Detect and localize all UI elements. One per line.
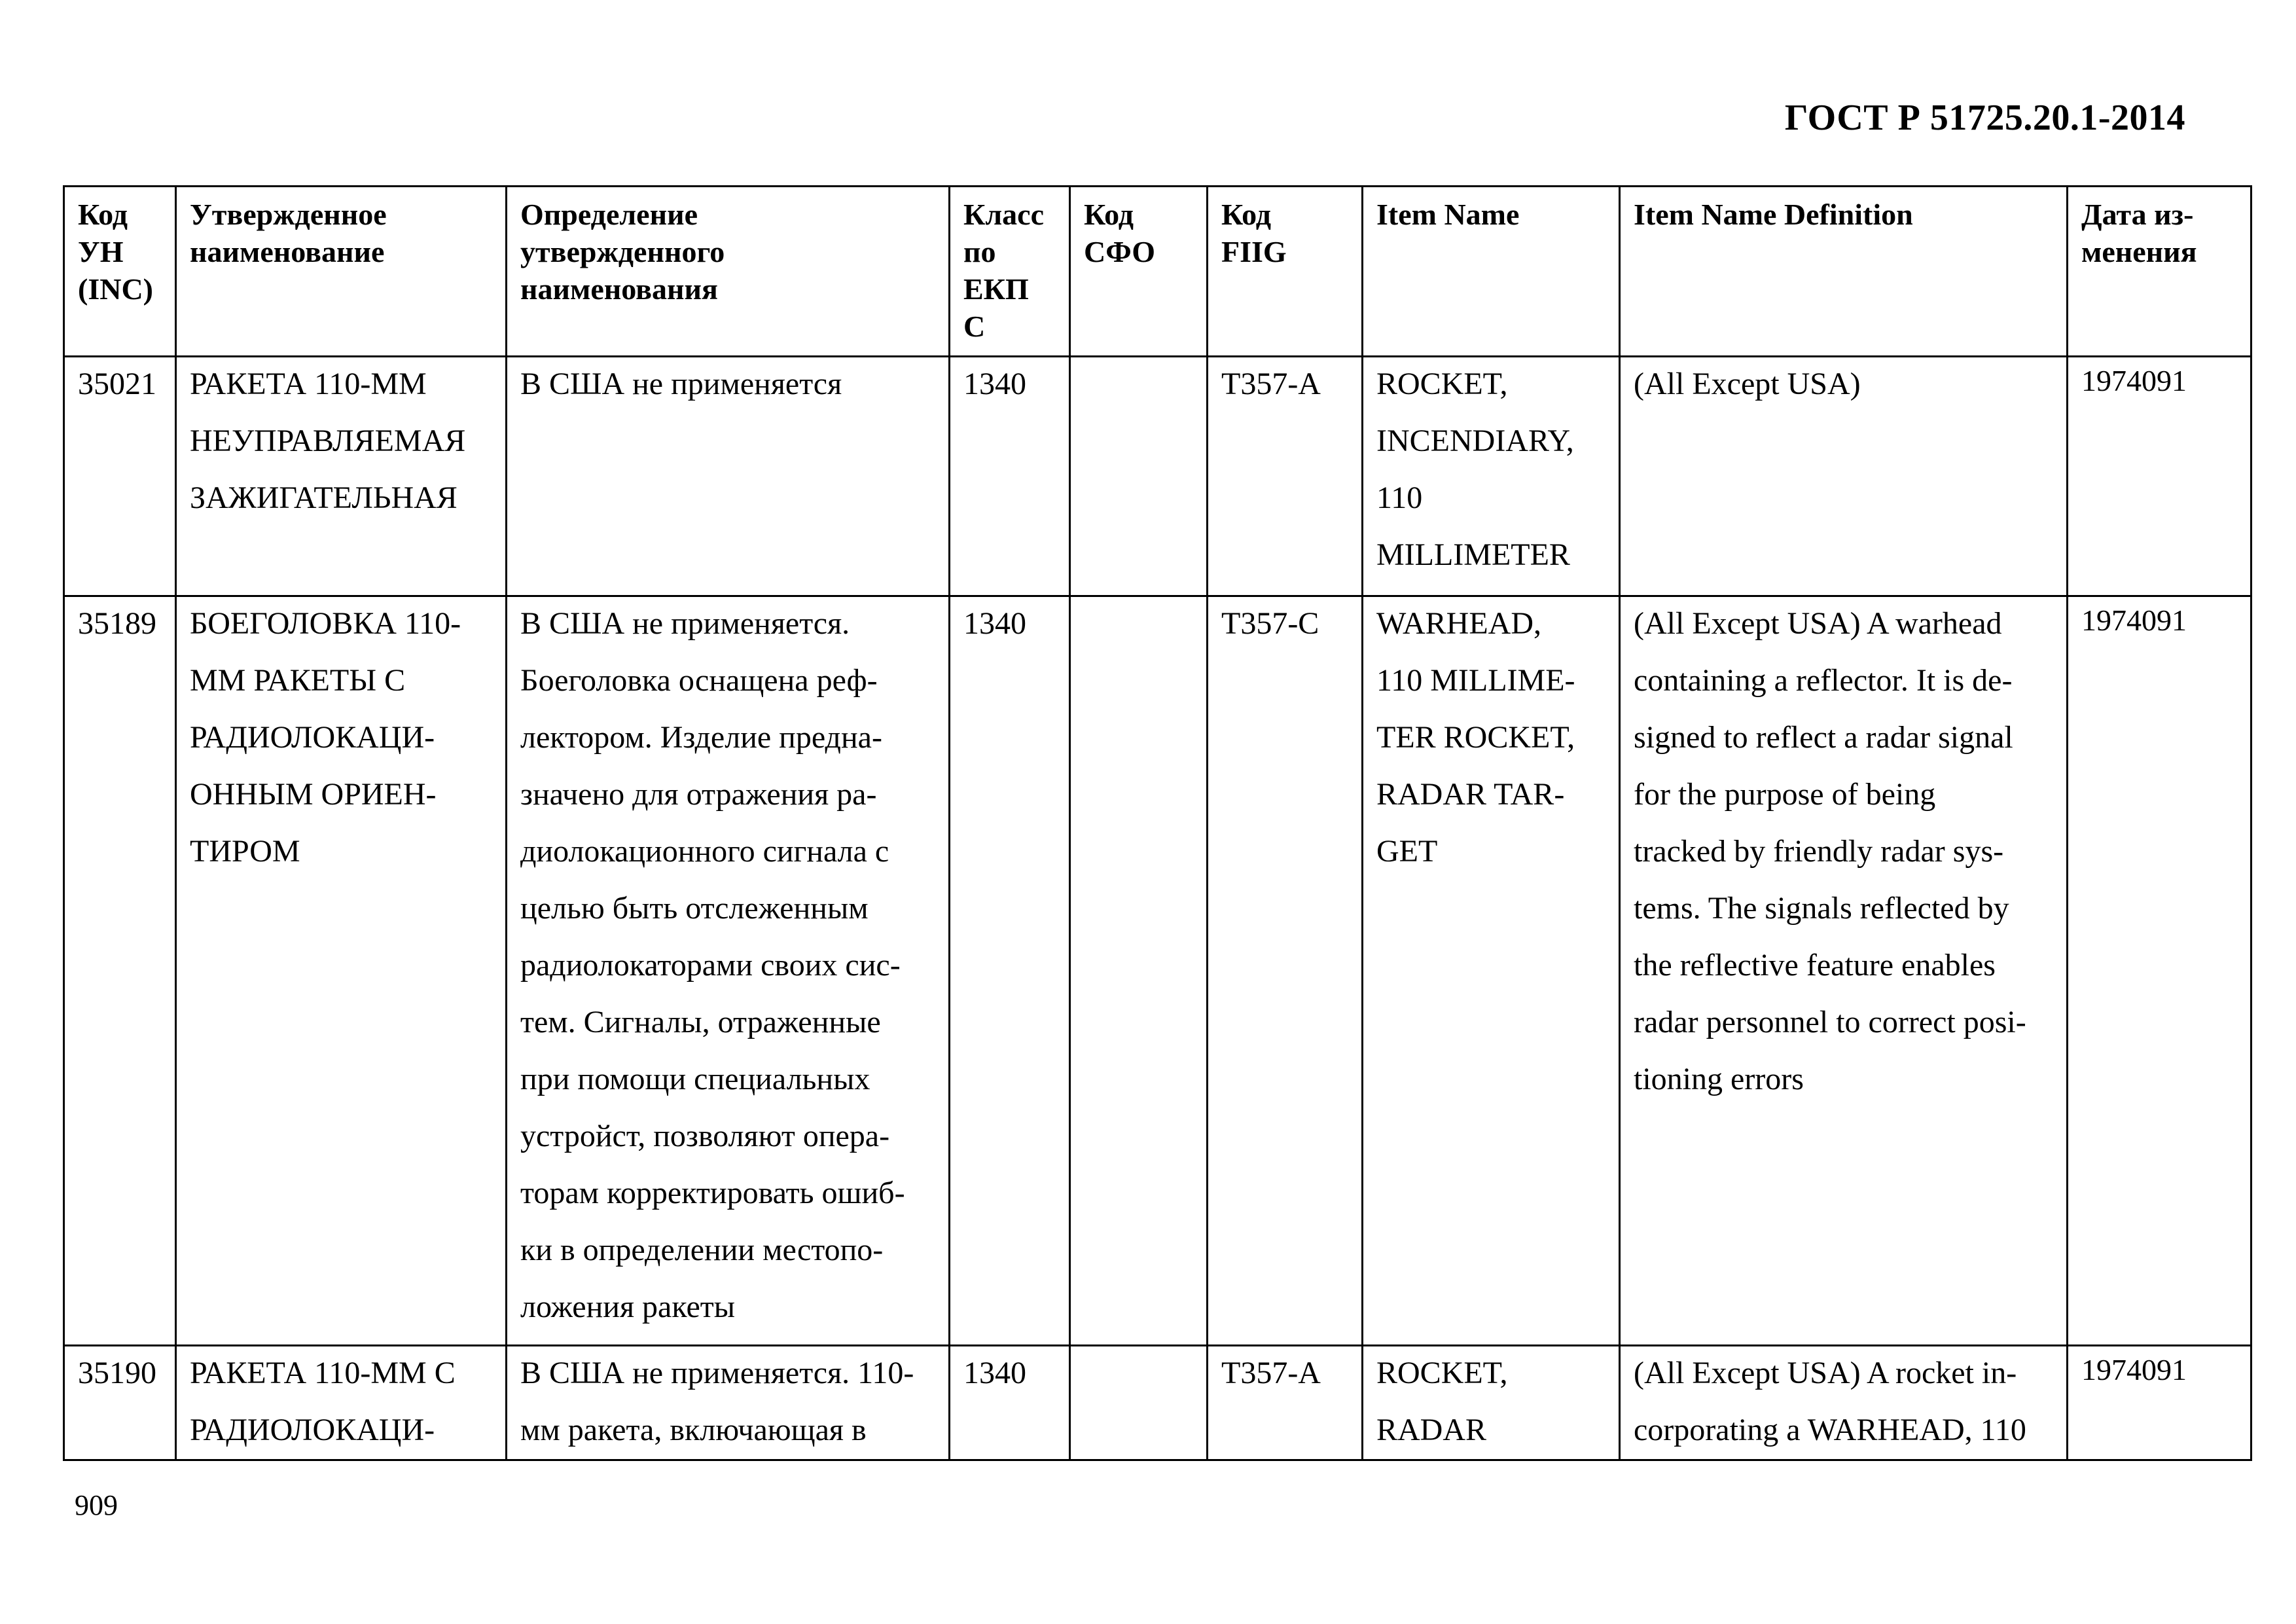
cell-fiig: T357-C [1208, 596, 1363, 1346]
column-header-class: Класс по ЕКП С [950, 187, 1070, 357]
cell-approved-name: БОЕГОЛОВКА 110- ММ РАКЕТЫ С РАДИОЛОКАЦИ- ОННЫМ ОРИЕН- ТИРОМ [176, 596, 507, 1346]
document-title: ГОСТ Р 51725.20.1-2014 [1784, 98, 2185, 138]
cell-inc: 35190 [64, 1346, 176, 1460]
column-header-sfo: Код СФО [1070, 187, 1208, 357]
cell-class: 1340 [950, 357, 1070, 596]
column-header-fiig: Код FIIG [1208, 187, 1363, 357]
cell-approved-name: РАКЕТА 110-ММ С РАДИОЛОКАЦИ- [176, 1346, 507, 1460]
cell-change-date: 1974091 [2068, 357, 2251, 596]
cell-sfo [1070, 1346, 1208, 1460]
table-header-row [64, 187, 2251, 357]
cell-fiig: T357-A [1208, 1346, 1363, 1460]
cell-inc: 35189 [64, 596, 176, 1346]
cell-class: 1340 [950, 1346, 1070, 1460]
cell-sfo [1070, 596, 1208, 1346]
cell-approved-name: РАКЕТА 110-ММ НЕУПРАВЛЯЕМАЯ ЗАЖИГАТЕЛЬНАЯ [176, 357, 507, 596]
column-header-item-name: Item Name [1363, 187, 1620, 357]
cell-item-name-definition: (All Except USA) A warhead containing a reflector. It is de- signed to reflect a radar signal for the purpose of being tracked by friendly radar sys- tems. The signals reflected by the reflective feature enables radar personnel to correct posi- tioning errors [1620, 596, 2068, 1346]
page-number: 909 [75, 1489, 118, 1521]
column-header-approved-name: Утвержденное наименование [176, 187, 507, 357]
cell-sfo [1070, 357, 1208, 596]
cell-inc: 35021 [64, 357, 176, 596]
cell-change-date: 1974091 [2068, 596, 2251, 1346]
column-header-name-definition: Определение утвержденного наименования [507, 187, 950, 357]
cell-class: 1340 [950, 596, 1070, 1346]
cell-item-name-definition: (All Except USA) [1620, 357, 2068, 596]
table-row [64, 1346, 2251, 1460]
cell-item-name: ROCKET, RADAR [1363, 1346, 1620, 1460]
column-header-item-name-definition: Item Name Definition [1620, 187, 2068, 357]
cell-name-definition: В США не применяется [507, 357, 950, 596]
cell-change-date: 1974091 [2068, 1346, 2251, 1460]
column-header-change-date: Дата из- менения [2068, 187, 2251, 357]
cell-item-name: WARHEAD, 110 MILLIME- TER ROCKET, RADAR TAR- GET [1363, 596, 1620, 1346]
cell-name-definition: В США не применяется. 110- мм ракета, включающая в [507, 1346, 950, 1460]
cell-item-name-definition: (All Except USA) A rocket in- corporating a WARHEAD, 110 [1620, 1346, 2068, 1460]
table-row [64, 357, 2251, 596]
table-row [64, 596, 2251, 1346]
column-header-inc: Код УН (INC) [64, 187, 176, 357]
cell-name-definition: В США не применяется. Боеголовка оснащена реф- лектором. Изделие предна- значено для отражения ра- диолокационного сигнала с целью быть отслеженным радиолокаторами своих сис- тем. Сигналы, отраженные при помощи специальных устройст, позволяют опера- торам корректировать ошиб- ки в определении местопо- ложения ракеты [507, 596, 950, 1346]
cell-fiig: T357-A [1208, 357, 1363, 596]
item-names-table [63, 185, 2252, 1461]
cell-item-name: ROCKET, INCENDIARY, 110 MILLIMETER [1363, 357, 1620, 596]
